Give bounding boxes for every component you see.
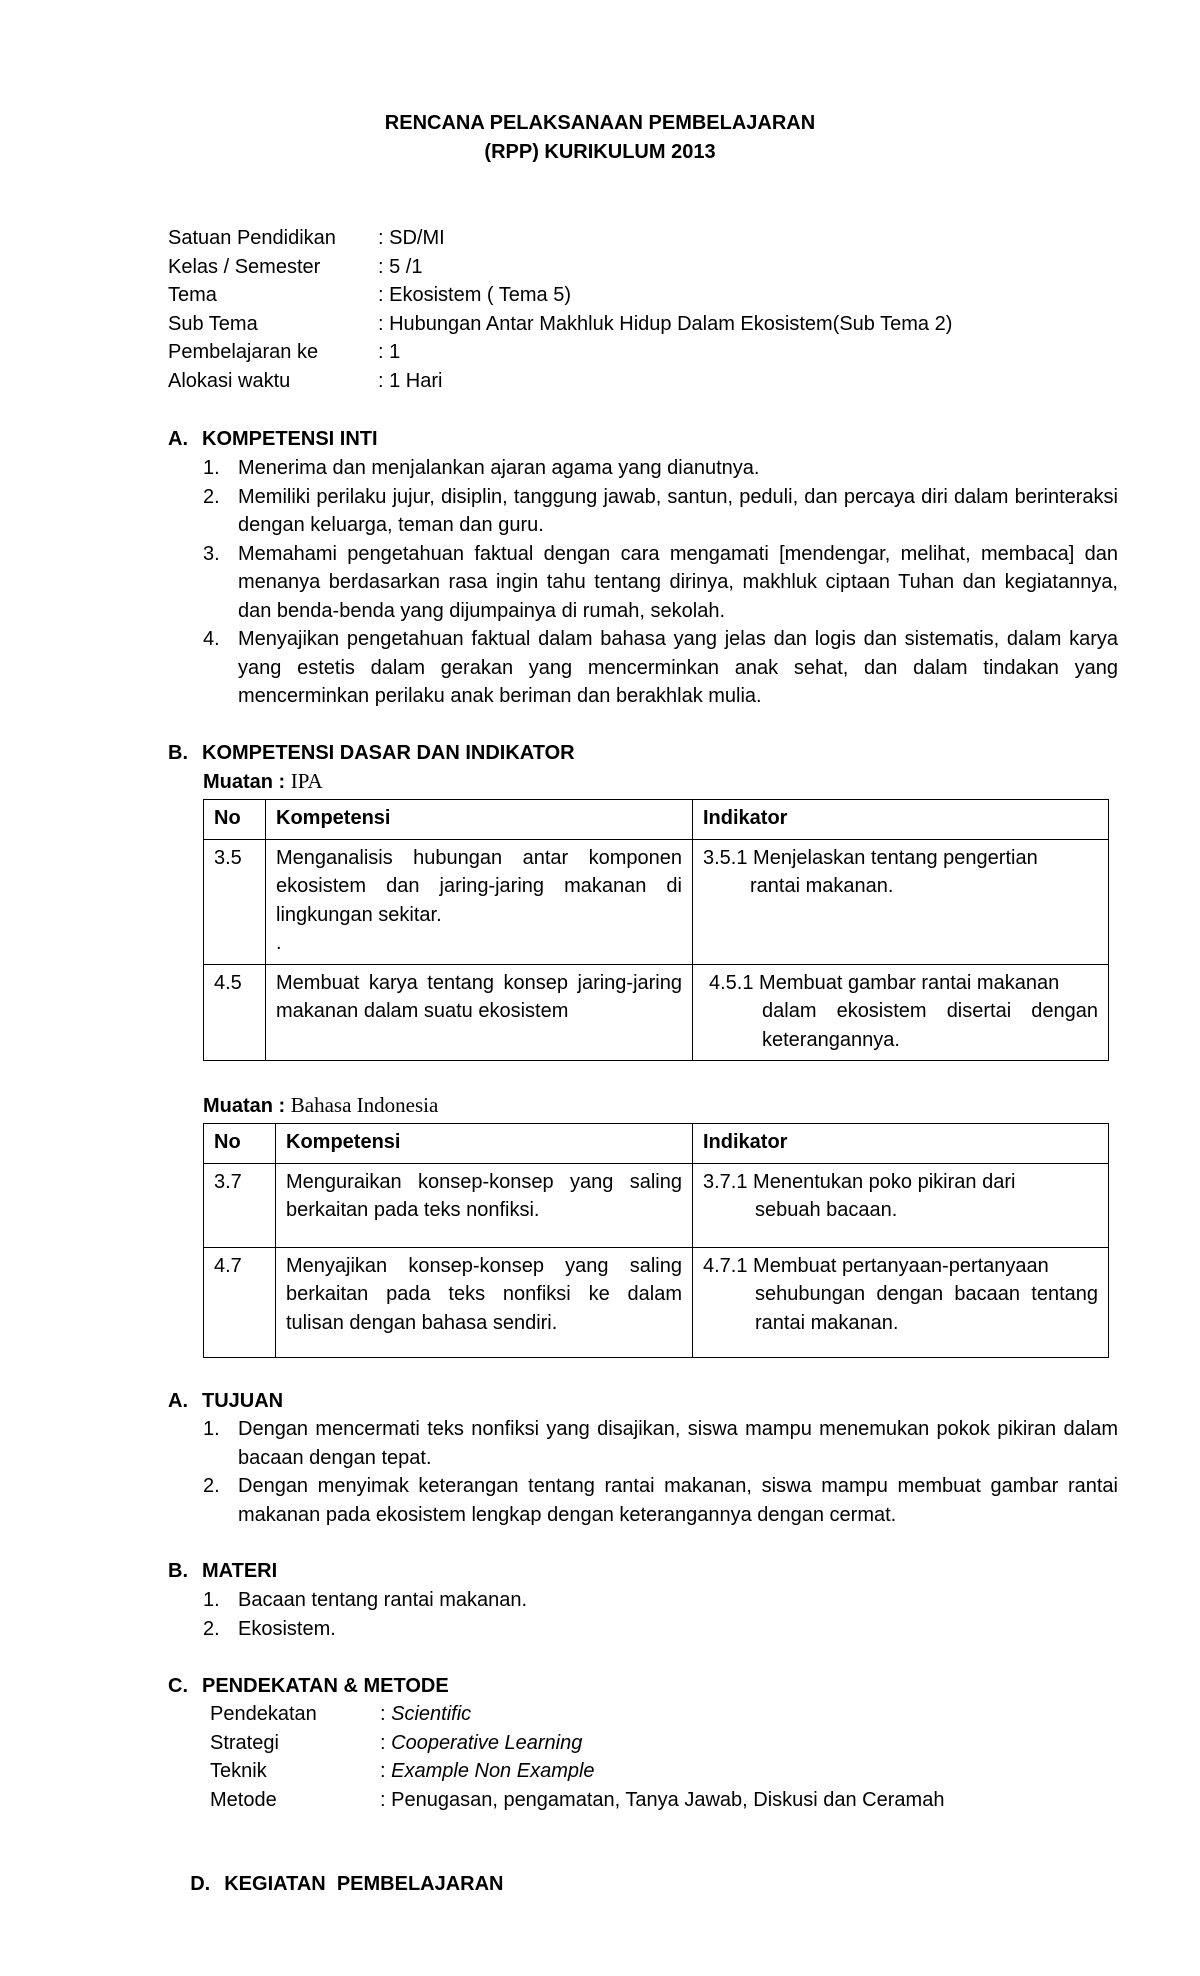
column-header-no: No (204, 1124, 276, 1164)
muatan-label-ipa: Muatan : IPA (203, 769, 323, 793)
column-header-no: No (204, 800, 266, 840)
cell-no: 3.5 (204, 839, 266, 964)
document-title-line2: (RPP) KURIKULUM 2013 (484, 141, 716, 163)
cell-no: 4.5 (204, 964, 266, 1061)
identity-value: : SD/MI (378, 227, 445, 249)
list-item: 2. Ekosistem. (203, 1617, 336, 1640)
cell-no: 4.7 (204, 1247, 276, 1357)
identity-value: : Ekosistem ( Tema 5) (378, 284, 572, 306)
list-item: 1. Bacaan tentang rantai makanan. (203, 1589, 528, 1611)
column-header-kompetensi: Kompetensi (266, 800, 693, 840)
table-row (204, 839, 1109, 964)
list-item: 2. Memiliki perilaku jujur, disiplin, tanggung jawab, santun, peduli, dan percaya diri dalam berinteraksi dengan keluarga, teman dan guru. (203, 485, 1118, 536)
section-heading-kompetensi-dasar: B. KOMPETENSI DASAR DAN INDIKATOR (168, 742, 575, 764)
section-heading-kegiatan: D. KEGIATAN PEMBELAJARAN (190, 1873, 504, 1895)
section-heading-kompetensi-inti: A. KOMPETENSI INTI (168, 428, 378, 450)
kompetensi-table-ipa (203, 799, 1109, 1061)
column-header-indikator: Indikator (693, 800, 1109, 840)
identity-label: Sub Tema (168, 312, 258, 335)
table-row (204, 964, 1109, 1061)
list-item: 1. Menerima dan menjalankan ajaran agama yang dianutnya. (203, 457, 760, 479)
table-row (204, 1247, 1109, 1357)
table-header-row (204, 1124, 1109, 1164)
section-heading-tujuan: A. TUJUAN (168, 1390, 284, 1412)
document-title-line1: RENCANA PELAKSANAAN PEMBELAJARAN (384, 112, 816, 134)
section-heading-pendekatan: C. PENDEKATAN & METODE (168, 1675, 449, 1697)
list-item: 1. Dengan mencermati teks nonfiksi yang disajikan, siswa mampu menemukan pokok pikiran dalam bacaan dengan tepat. (203, 1418, 1118, 1469)
kompetensi-inti-list (168, 454, 1118, 711)
identity-label: Satuan Pendidikan (168, 227, 336, 249)
identity-label: Kelas / Semester (168, 255, 321, 278)
table-header-row (204, 800, 1109, 840)
identity-label: Tema (168, 284, 217, 306)
identity-value: : 1 Hari (378, 369, 443, 392)
identity-label: Alokasi waktu (168, 369, 291, 392)
kompetensi-table-bahasa-indonesia (203, 1123, 1109, 1358)
section-heading-materi: B. MATERI (168, 1560, 278, 1582)
cell-kompetensi: Menganalisis hubungan antar komponen ekosistem dan jaring-jaring makanan di lingkungan sekitar. . (266, 839, 693, 964)
list-item: 4. Menyajikan pengetahuan faktual dalam bahasa yang jelas dan logis dan sistematis, dalam karya yang estetis dalam gerakan yang mencerminkan anak sehat, dan dalam tindakan yang mencerminkan perilaku anak beriman dan berakhlak mulia. (203, 628, 1118, 707)
identity-value: : 5 /1 (378, 255, 423, 278)
document-page: RENCANA PELAKSANAAN PEMBELAJARAN (RPP) KURIKULUM 2013 Satuan Pendidikan : SD/MI Kelas / Semester : 5 /1 Tema : Ekosistem ( Tema 5) Sub Tema : Hubungan Antar Makhluk Hidup Dalam Ekosistem(Sub Tema 2) Pembelajaran ke : 1 Alokasi waktu : 1 Hari A. KOMPETENSI INTI 1. Menerima dan menjalankan ajaran agama yang dianutnya. 2. Memiliki perilaku jujur, disiplin, tanggung jawab, santun, peduli, dan percaya diri dalam berinteraksi dengan keluarga, teman dan guru. 3. Memahami pengetahuan faktual dengan cara mengamati [mendengar, melihat, membaca] dan menanya berdasarkan rasa ingin tahu tentang dirinya, makhluk ciptaan Tuhan dan kegiatannya, dan benda-benda yang dijumpainya di rumah, sekolah. 4. Menyajikan pengetahuan faktual dalam bahasa yang jelas dan logis dan sistematis, dalam karya yang estetis dalam gerakan yang mencerminkan anak sehat, dan dalam tindakan yang mencerminkan perilaku anak beriman dan berakhlak mulia. B. KOMPETENSI DASAR DAN INDIKATOR Muatan : IPA No Kompetensi Indikator 3.5 Menganalisis hubungan antar komponen ekosistem dan jaring-jaring makanan di lingkungan sekitar. . 3.5.1 Menjelaskan tentang pengertian rantai makanan. 4.5 Membuat karya tentang konsep jaring-jaring makanan dalam suatu ekosistem 4.5.1 Membuat gambar rantai makanan dalam ekosistem disertai dengan keterangannya. Muatan : Bahasa Indonesia No Kompetensi Indikator 3.7 Menguraikan konsep-konsep yang saling berkaitan pada teks nonfiksi. 3.7.1 Menentukan poko pikiran dari sebuah bacaan. 4.7 Menyajikan konsep-konsep yang saling berkaitan pada teks nonfiksi ke dalam tulisan dengan bahasa sendiri. 4.7.1 Membuat pertanyaan-pertanyaan sehubungan dengan bacaan tentang rantai makanan. A. TUJUAN 1. Dengan mencermati teks nonfiksi yang disajikan, siswa mampu menemukan pokok pikiran dalam bacaan dengan tepat. 2. Dengan menyimak keterangan tentang rantai makanan, siswa mampu membuat gambar rantai makanan pada ekosistem lengkap dengan keterangannya dengan cermat. B. MATERI 1. Bacaan tentang rantai makanan. 2. Ekosistem. C. PENDEKATAN & METODE Pendekatan : Scientific Strategi : Cooperative Learning Teknik : Example Non Example Metode : Penugasan, pengamatan, Tanya Jawab, Diskusi dan Ceramah D. KEGIATAN PEMBELAJARAN (0, 0, 1200, 1976)
materi-list (168, 1586, 1118, 1643)
column-header-kompetensi: Kompetensi (276, 1124, 693, 1164)
list-item: 2. Dengan menyimak keterangan tentang rantai makanan, siswa mampu membuat gambar rantai makanan pada ekosistem lengkap dengan keterangannya dengan cermat. (203, 1475, 1118, 1526)
cell-kompetensi: Menyajikan konsep-konsep yang saling berkaitan pada teks nonfiksi ke dalam tulisan dengan bahasa sendiri. (276, 1247, 693, 1357)
cell-no: 3.7 (204, 1163, 276, 1247)
identity-value: : 1 (378, 341, 401, 363)
cell-indikator: 4.7.1 Membuat pertanyaan-pertanyaan sehubungan dengan bacaan tentang rantai makanan. (693, 1247, 1109, 1357)
cell-kompetensi: Membuat karya tentang konsep jaring-jaring makanan dalam suatu ekosistem (266, 964, 693, 1061)
cell-kompetensi: Menguraikan konsep-konsep yang saling berkaitan pada teks nonfiksi. (276, 1163, 693, 1247)
tujuan-list (168, 1415, 1118, 1529)
column-header-indikator: Indikator (693, 1124, 1109, 1164)
table-row (204, 1163, 1109, 1247)
muatan-label-bahasa-indonesia: Muatan : Bahasa Indonesia (203, 1093, 439, 1117)
identity-value: : Hubungan Antar Makhluk Hidup Dalam Ekosistem(Sub Tema 2) (378, 312, 953, 335)
cell-indikator: 4.5.1 Membuat gambar rantai makanan dalam ekosistem disertai dengan keterangannya. (693, 964, 1109, 1061)
cell-indikator: 3.7.1 Menentukan poko pikiran dari sebuah bacaan. (693, 1163, 1109, 1247)
list-item: 3. Memahami pengetahuan faktual dengan cara mengamati [mendengar, melihat, membaca] dan menanya berdasarkan rasa ingin tahu tentang dirinya, makhluk ciptaan Tuhan dan kegiatannya, dan benda-benda yang dijumpainya di rumah, sekolah. (203, 542, 1118, 622)
identity-label: Pembelajaran ke (168, 341, 319, 363)
cell-indikator: 3.5.1 Menjelaskan tentang pengertian rantai makanan. (693, 839, 1109, 964)
